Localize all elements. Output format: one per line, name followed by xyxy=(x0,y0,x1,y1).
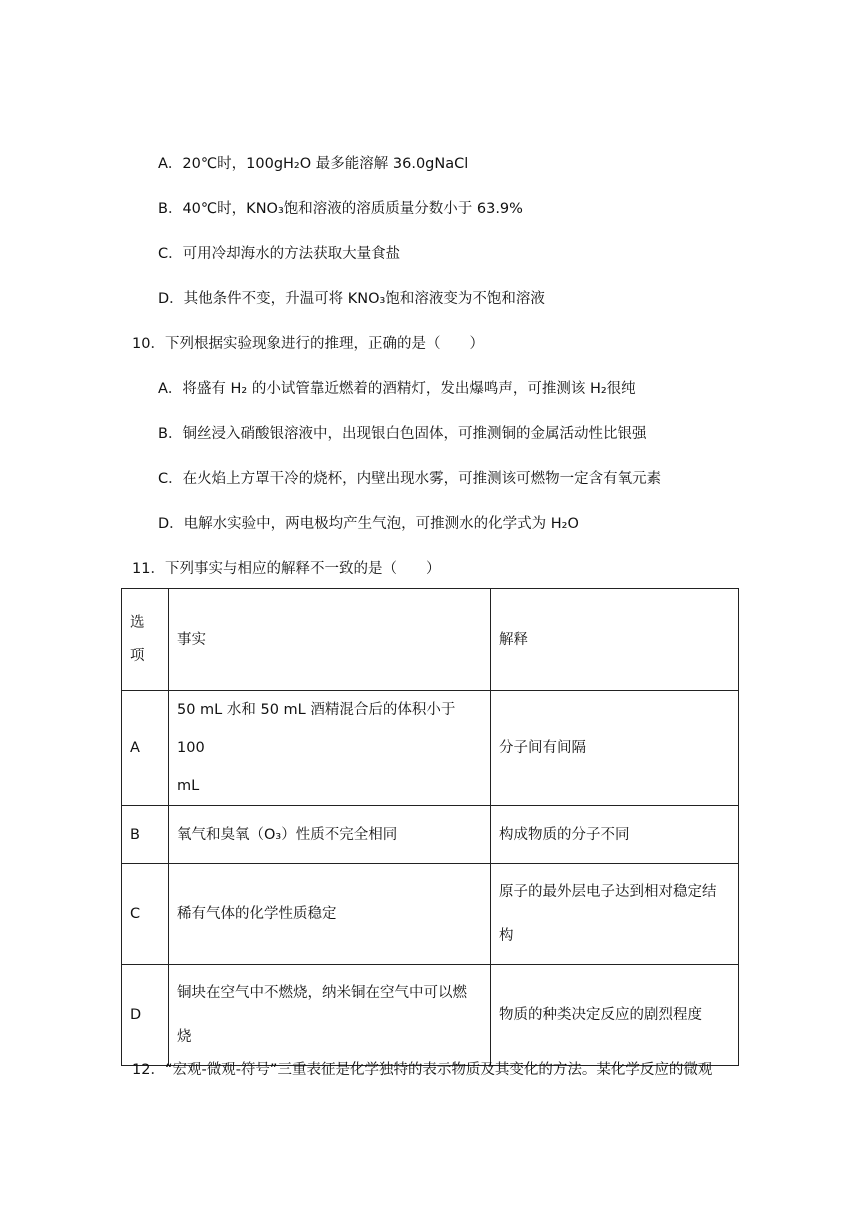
row-fact xyxy=(169,691,491,806)
q12-stem: 12．“宏观-微观-符号”三重表征是化学独特的表示物质及其变化的方法。某化学反应的微观 xyxy=(132,1062,713,1078)
row-key: D xyxy=(122,965,169,1066)
table-row xyxy=(122,806,739,864)
row-fact xyxy=(169,965,491,1066)
row-explain-line2: 构 xyxy=(499,928,514,944)
header-key-line1: 选 xyxy=(130,614,145,631)
table-row xyxy=(122,864,739,965)
header-key xyxy=(122,589,169,691)
row-key: B xyxy=(122,806,169,864)
row-fact: 稀有气体的化学性质稳定 xyxy=(169,864,491,965)
row-fact: 氧气和臭氧（O₃）性质不完全相同 xyxy=(169,806,491,864)
row-explain-line1: 原子的最外层电子达到相对稳定结 xyxy=(499,884,717,900)
row-explain: 构成物质的分子不同 xyxy=(491,806,739,864)
header-explain: 解释 xyxy=(491,589,739,691)
row-fact-line2: 烧 xyxy=(177,1029,192,1045)
row-key: C xyxy=(122,864,169,965)
q9-option-d: D．其他条件不变，升温可将 KNO₃饱和溶液变为不饱和溶液 xyxy=(158,291,545,307)
header-fact: 事实 xyxy=(169,589,491,691)
q11-stem: 11．下列事实与相应的解释不一致的是（ ） xyxy=(132,561,441,577)
q10-option-b: B．铜丝浸入硝酸银溶液中，出现银白色固体，可推测铜的金属活动性比银强 xyxy=(158,426,647,442)
q10-stem: 10．下列根据实验现象进行的推理，正确的是（ ） xyxy=(132,336,484,352)
table-row xyxy=(122,691,739,806)
row-explain xyxy=(491,864,739,965)
q11-table xyxy=(121,588,739,1066)
q10-option-c: C．在火焰上方罩干冷的烧杯，内壁出现水雾，可推测该可燃物一定含有氧元素 xyxy=(158,471,662,487)
row-fact-line2: mL xyxy=(177,778,200,794)
table-row xyxy=(122,965,739,1066)
q10-option-d: D．电解水实验中，两电极均产生气泡，可推测水的化学式为 H₂O xyxy=(158,516,579,532)
row-fact-line1: 铜块在空气中不燃烧，纳米铜在空气中可以燃 xyxy=(177,985,467,1001)
header-key-line2: 项 xyxy=(130,647,145,664)
table-header-row xyxy=(122,589,739,691)
q9-option-c: C．可用冷却海水的方法获取大量食盐 xyxy=(158,246,401,262)
row-explain: 物质的种类决定反应的剧烈程度 xyxy=(491,965,739,1066)
q10-option-a: A．将盛有 H₂ 的小试管靠近燃着的酒精灯，发出爆鸣声，可推测该 H₂很纯 xyxy=(158,381,636,397)
q9-option-b: B．40℃时，KNO₃饱和溶液的溶质质量分数小于 63.9% xyxy=(158,201,523,217)
row-key: A xyxy=(122,691,169,806)
row-fact-line1: 50 mL 水和 50 mL 酒精混合后的体积小于 100 xyxy=(177,702,456,756)
q9-option-a: A．20℃时，100gH₂O 最多能溶解 36.0gNaCl xyxy=(158,156,469,172)
row-explain: 分子间有间隔 xyxy=(491,691,739,806)
